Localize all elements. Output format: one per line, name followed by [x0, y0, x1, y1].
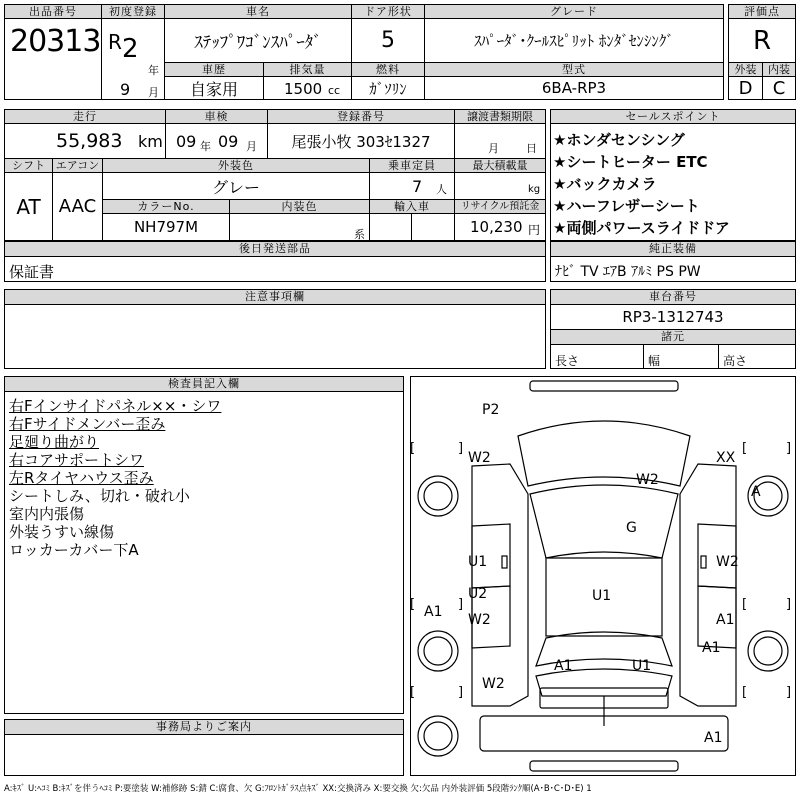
score-label: 評価点: [728, 4, 796, 19]
plate-value: 尾張小牧 303ｾ1327: [267, 123, 455, 159]
shift-label: シフト: [4, 158, 53, 173]
office-label: 事務局よりご案内: [4, 719, 404, 735]
ac-value: AAC: [52, 172, 103, 241]
damage-mark: A: [751, 484, 761, 500]
notes-label: 注意事項欄: [4, 289, 546, 305]
disp-unit: cc: [328, 84, 341, 97]
recycle-label: リサイクル預託金: [454, 199, 546, 214]
model-label: 型式: [424, 62, 724, 77]
reg-month: 9: [120, 80, 131, 99]
mileage-label: 走行: [4, 109, 166, 124]
sales-item: ★バックカメラ: [553, 175, 657, 193]
dims-length-label: 長さ: [555, 354, 580, 368]
door-label: ドア形状: [351, 4, 425, 19]
bracket-open: [: [742, 441, 748, 456]
damage-mark: U1: [632, 658, 652, 674]
transfer-day: 日: [526, 142, 537, 155]
lot-number: 20313: [10, 24, 101, 59]
sales-label: セールスポイント: [550, 109, 796, 124]
fuel-label: 燃料: [351, 62, 425, 77]
int-label: 内装: [762, 62, 796, 77]
color-label: 外装色: [102, 158, 370, 173]
ext-label: 外装: [728, 62, 763, 77]
damage-mark: A1: [716, 612, 735, 628]
bracket-close: ]: [458, 597, 464, 612]
inspector-line: シートしみ、切れ・破れ小: [9, 487, 190, 505]
mileage-unit: km: [138, 132, 163, 151]
mileage-value: 55,983: [56, 130, 123, 152]
inspector-line: ロッカーカバー下A: [9, 541, 139, 559]
fuel-value: ｶﾞｿﾘﾝ: [351, 76, 425, 100]
colorno-label: カラーNo.: [102, 199, 230, 214]
transfer-month: 月: [488, 142, 499, 155]
equip-label: 純正装備: [550, 241, 796, 257]
damage-mark: A1: [704, 730, 723, 746]
shift-value: AT: [4, 172, 53, 241]
lot-label: 出品番号: [4, 4, 102, 19]
reg-label: 初度登録: [101, 4, 165, 19]
chassis-label: 車台番号: [550, 289, 796, 305]
right-door-handle: [701, 556, 706, 568]
front-bumper-outline: [530, 381, 678, 391]
score-value: R: [728, 18, 796, 63]
history-value: 自家用: [164, 76, 264, 100]
tire-spare-inner: [424, 722, 452, 750]
recycle-unit: 円: [528, 223, 541, 237]
inspect-month: 09: [218, 132, 239, 151]
dims-height-label: 高さ: [723, 354, 748, 368]
intcolor-label: 内装色: [229, 199, 370, 214]
inspect-month-unit: 月: [246, 140, 257, 153]
recycle-value: 10,230: [470, 218, 523, 236]
damage-mark: A1: [702, 640, 721, 656]
ext-score: D: [728, 76, 763, 100]
bracket-open: [: [410, 685, 416, 700]
grade-value: ｽﾊﾟｰﾀﾞ･ｸｰﾙｽﾋﾟﾘｯﾄ ﾎﾝﾀﾞｾﾝｼﾝｸﾞ: [424, 18, 724, 63]
later-box: [4, 256, 546, 282]
bracket-close: ]: [786, 597, 792, 612]
cap-value: 7: [412, 177, 423, 196]
chassis-value: RP3-1312743: [550, 304, 796, 330]
damage-mark: U1: [592, 588, 612, 604]
int-score: C: [762, 76, 796, 100]
car-diagram: [410, 376, 796, 776]
reg-era: R: [108, 30, 122, 54]
inspector-line: 外装うすい線傷: [9, 523, 115, 541]
damage-mark: XX: [716, 450, 736, 466]
color-value: グレー: [102, 172, 370, 200]
later-value: 保証書: [9, 263, 55, 281]
damage-mark: W2: [716, 554, 739, 570]
damage-mark: W2: [636, 472, 659, 488]
damage-mark: U2: [468, 586, 488, 602]
ac-label: エアコン: [52, 158, 103, 173]
bracket-close: ]: [786, 441, 792, 456]
dims-width-label: 幅: [648, 354, 661, 368]
bracket-close: ]: [458, 685, 464, 700]
door-value: 5: [351, 18, 425, 63]
legend: A:ｷｽﾞ U:ﾍｺﾐ B:ｷｽﾞを伴うﾍｺﾐ P:要塗装 W:補修跡 S:錆 C:腐食、欠 G:ﾌﾛﾝﾄｶﾞﾗｽ点ｷｽﾞ XX:交換済み X:要交換 欠:欠品 内外装評価 5段階ﾗﾝｸ順(A･B･C･D･E) 1: [4, 784, 592, 794]
left-door-handle: [502, 556, 507, 568]
inspect-year: 09: [176, 132, 197, 151]
colorno-value: NH797M: [102, 213, 230, 241]
sales-item: ★シートヒーター ETC: [553, 153, 708, 171]
inspector-line: 右コアサポートシワ: [9, 451, 145, 469]
disp-value: 1500: [284, 80, 323, 98]
bracket-close: ]: [786, 685, 792, 700]
grade-label: グレード: [424, 4, 724, 19]
inspector-line: 右Fインサイドパネル××・シワ: [9, 397, 222, 415]
intcolor-box: [229, 213, 370, 241]
car-label: 車名: [164, 4, 352, 19]
transfer-label: 譲渡書類期限: [454, 109, 546, 124]
import-box-right: [411, 213, 455, 241]
bracket-close: ]: [458, 441, 464, 456]
sales-item: ★ハーフレザーシート: [553, 197, 700, 215]
inspect-year-unit: 年: [200, 140, 211, 153]
import-label: 輸入車: [369, 199, 455, 214]
inspector-line: 右Fサイドメンバー歪み: [9, 415, 166, 433]
notes-box: [4, 304, 546, 369]
damage-mark: W2: [468, 450, 491, 466]
damage-mark: W2: [482, 676, 505, 692]
inspector-line: 左Rタイヤハウス歪み: [9, 469, 154, 487]
damage-mark: A1: [424, 604, 443, 620]
damage-mark: P2: [482, 402, 500, 418]
hood-outline: [518, 421, 690, 486]
damage-mark: G: [626, 520, 637, 536]
rear-bumper-outline: [530, 761, 678, 771]
office-box: [4, 734, 404, 776]
tire-rear-right-inner: [754, 637, 782, 665]
cap-unit: 人: [436, 183, 447, 196]
equip-value: ﾅﾋﾞ TV ｴｱB ｱﾙﾐ PS PW: [555, 264, 701, 280]
intcolor-unit: 系: [354, 228, 365, 241]
tire-rear-left-inner: [424, 637, 452, 665]
inspector-line: 室内内張傷: [9, 505, 85, 523]
later-label: 後日発送部品: [4, 241, 546, 257]
plate-label: 登録番号: [267, 109, 455, 124]
sales-item: ★ホンダセンシング: [553, 131, 685, 149]
bracket-open: [: [742, 597, 748, 612]
damage-mark: U1: [468, 554, 488, 570]
damage-mark: W2: [468, 612, 491, 628]
sales-item: ★両側パワースライドドア: [553, 219, 730, 237]
dims-label: 諸元: [550, 329, 796, 345]
model-value: 6BA-RP3: [424, 76, 724, 100]
front-windshield-outline: [530, 485, 678, 558]
history-label: 車歴: [164, 62, 264, 77]
reg-year: 2: [122, 34, 139, 64]
cap-label: 乗車定員: [369, 158, 455, 173]
inspector-label: 検査員記入欄: [4, 376, 404, 392]
reg-month-unit: 月: [148, 86, 159, 99]
inspector-line: 足廻り曲がり: [9, 433, 100, 451]
bracket-open: [: [410, 597, 416, 612]
import-box-left: [369, 213, 412, 241]
load-unit: kg: [528, 184, 541, 195]
tire-front-left-inner: [424, 482, 452, 510]
car-name: ｽﾃｯﾌﾟﾜｺﾞﾝｽﾊﾟｰﾀﾞ: [164, 18, 352, 63]
damage-mark: A1: [554, 658, 573, 674]
load-label: 最大積載量: [454, 158, 546, 173]
right-body-side: [680, 464, 736, 706]
bracket-open: [: [742, 685, 748, 700]
reg-year-unit: 年: [148, 64, 159, 77]
left-body-side: [472, 464, 528, 706]
bracket-open: [: [410, 441, 416, 456]
disp-label: 排気量: [263, 62, 352, 77]
inspect-label: 車検: [165, 109, 268, 124]
